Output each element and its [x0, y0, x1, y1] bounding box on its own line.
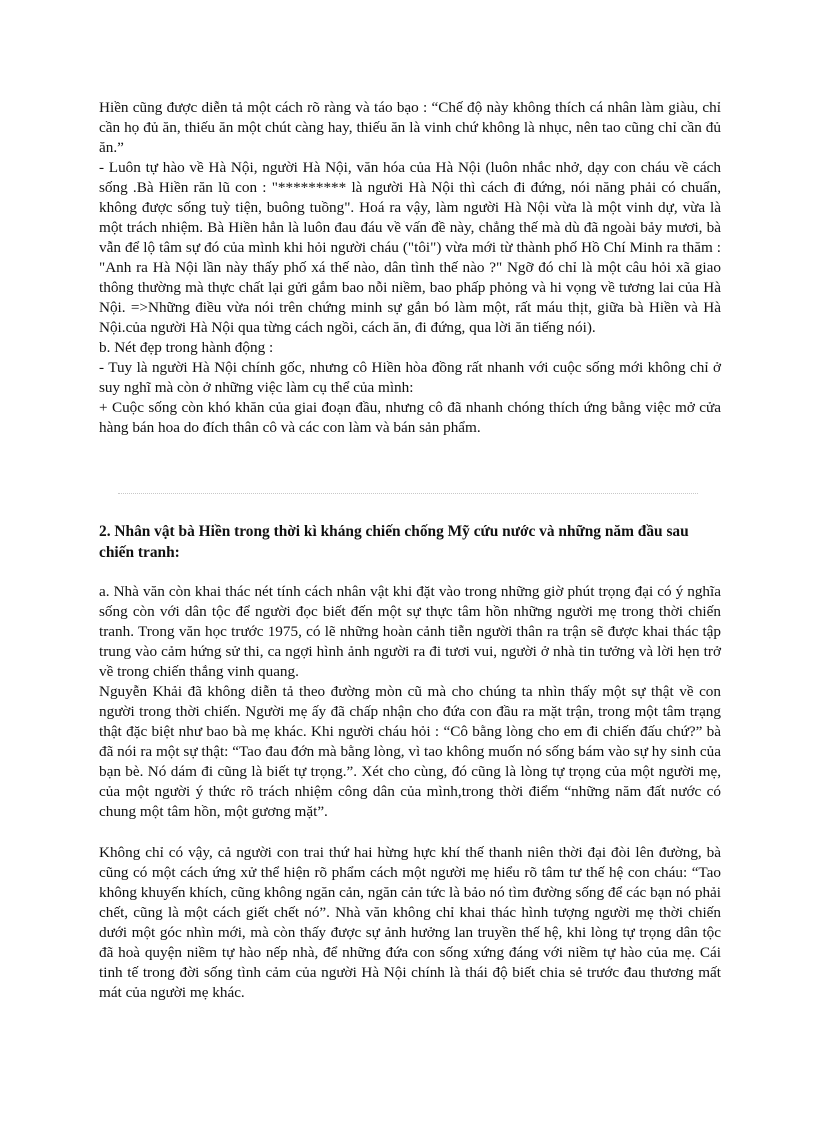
paragraph-second-son: Không chỉ có vậy, cả người con trai thứ hai hừng hực khí thế thanh niên thời đại đòi lên đường, bà cũng có một cách ứng xử thể hiện rõ phẩm cách một người mẹ hiểu rõ tâm tư thế hệ con cháu: “Tao không khuyến khích, cũng không ngăn cản, ngăn cản tức là bảo nó tìm đường sống để các bạn nó phải chết, cũng là một cách giết chết nó”. Nhà văn không chỉ khai thác hình tượng người mẹ thời chiến dưới một góc nhìn mới, mà còn thấy được sự ảnh hưởng lan truyền thế hệ, khi lòng tự trọng dân tộc đã hoà quyện niềm tự hào nếp nhà, để những đứa con sống xứng đáng với niềm tự hào của mẹ. Cái tinh tế trong đời sống tình cảm của người Hà Nội chính là thái độ biết chia sẻ trước đau thương mất mát của người mẹ khác. — [99, 844, 721, 1001]
section-1-text — [99, 98, 721, 438]
paragraph-wartime-mother: a. Nhà văn còn khai thác nét tính cách nhân vật khi đặt vào trong những giờ phút trọng đại có ý nghĩa sống còn với dân tộc để người đọc biết đến một sự thực tâm hồn những người mẹ trong thời chiến tranh. Trong văn học trước 1975, có lẽ những hoàn cảnh tiễn người thân ra trận sẽ được khai thác tập trung vào cảm hứng sử thi, ca ngợi hình ảnh người ra đi tươi vui, người ở nhà tin tưởng và lời hẹn trở về trong chiến thắng vinh quang. — [99, 583, 721, 680]
paragraph-flower-shop: + Cuộc sống còn khó khăn của giai đoạn đầu, nhưng cô đã nhanh chóng thích ứng bằng việc mở cửa hàng bán hoa do đích thân cô và các con làm và bán sản phẩm. — [99, 399, 721, 436]
section-2-text-continued — [99, 843, 721, 1003]
section-2-text — [99, 582, 721, 822]
paragraph-adaptation: - Tuy là người Hà Nội chính gốc, nhưng cô Hiền hòa đồng rất nhanh với cuộc sống mới không chỉ ở suy nghĩ mà còn ở những việc làm cụ thể của mình: — [99, 359, 721, 396]
paragraph-hanoi-pride: - Luôn tự hào về Hà Nội, người Hà Nội, văn hóa của Hà Nội (luôn nhắc nhở, dạy con cháu về cách sống .Bà Hiền răn lũ con : "********* là người Hà Nội thì cách đi đứng, nói năng phải có chuẩn, không được sống tuỳ tiện, buông tuồng". Hoá ra vậy, làm người Hà Nội vừa là một vinh dự, vừa là một trách nhiệm. Bà Hiền hẳn là luôn đau đáu về vấn đề này, chẳng thế mà dù đã ngoài bảy mươi, bà vẫn để lộ tâm sự đó của mình khi hỏi người cháu ("tôi") vừa mới từ thành phố Hồ Chí Minh ra thăm : "Anh ra Hà Nội lần này thấy phố xá thế nào, dân tình thế nào ?" Ngỡ đó chỉ là một câu hỏi xã giao thông thường mà thực chất lại gửi gắm bao nỗi niềm, bao phấp phỏng và hi vọng về tương lai của Hà Nội. =>Những điều vừa nói trên chứng minh sự gắn bó làm một, rất máu thịt, giữa bà Hiền và Hà Nội.của người Hà Nội qua từng cách ngồi, cách ăn, đi đứng, qua lời ăn tiếng nói). — [99, 159, 721, 336]
section-2-heading: 2. Nhân vật bà Hiền trong thời kì kháng chiến chống Mỹ cứu nước và những năm đầu sau chiến tranh: — [99, 523, 689, 561]
paragraph-nguyen-khai: Nguyễn Khải đã không diễn tả theo đường mòn cũ mà cho chúng ta nhìn thấy một sự thật về con người trong thời chiến. Người mẹ ấy đã chấp nhận cho đứa con đầu ra mặt trận, trong một tâm trạng thật đặc biệt như bao bà mẹ khác. Khi người cháu hỏi : “Cô bằng lòng cho em đi chiến đấu chứ?” bà đã nói ra một sự thật: “Tao đau đớn mà bằng lòng, vì tao không muốn nó sống bám vào sự hy sinh của bạn bè. Nó dám đi cũng là biết tự trọng.”. Xét cho cùng, đó cũng là lòng tự trọng của một người mẹ, của một người ý thức rõ trách nhiệm công dân của mình,trong thời điểm “những năm đất nước có chung một tâm hồn, một gương mặt”. — [99, 683, 721, 820]
subheading-beauty-in-action: b. Nét đẹp trong hành động : — [99, 339, 274, 356]
paragraph-hien-view: Hiền cũng được diễn tả một cách rõ ràng và táo bạo : “Chế độ này không thích cá nhân làm giàu, chỉ cần họ đủ ăn, thiếu ăn một chút càng hay, thiếu ăn là vinh chứ không là nhục, nên tao cũng chỉ cần đủ ăn.” — [99, 99, 721, 156]
section-divider — [118, 493, 698, 494]
